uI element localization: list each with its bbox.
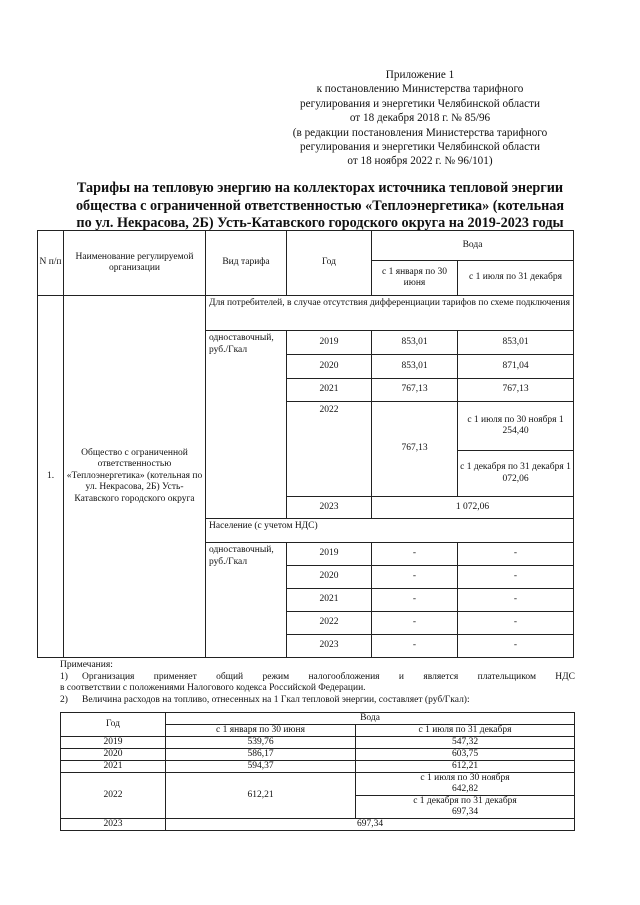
header-water: Вода	[372, 231, 574, 261]
year-cell: 2019	[61, 737, 166, 749]
header-half2: с 1 июля по 31 декабря	[458, 261, 574, 296]
title-line: по ул. Некрасова, 2Б) Усть-Катавского городского округа на 2019-2023 годы	[76, 215, 564, 232]
value-cell: -	[372, 635, 458, 658]
header-year: Год	[61, 713, 166, 737]
value-cell: 612,21	[166, 773, 356, 819]
value-cell: 594,37	[166, 761, 356, 773]
document-title	[50, 180, 590, 233]
fuel-cost-table	[60, 712, 575, 831]
row-number: 1.	[38, 296, 64, 658]
value-cell: -	[372, 612, 458, 635]
value-cell: 767,13	[372, 379, 458, 402]
note-number: 1)	[60, 671, 68, 682]
value-cell: с 1 декабря по 31 декабря 1 072,06	[458, 451, 574, 497]
header-half2: с 1 июля по 31 декабря	[356, 725, 575, 737]
tariff-type-cell: одноставочный, руб./Гкал	[206, 331, 287, 519]
period-value: 642,82	[451, 784, 479, 794]
value-cell: -	[372, 589, 458, 612]
value-cell: -	[458, 635, 574, 658]
year-cell: 2021	[287, 379, 372, 402]
value-cell: -	[458, 543, 574, 566]
year-cell: 2021	[287, 589, 372, 612]
year-cell: 2023	[287, 497, 372, 519]
value-cell: 871,04	[458, 355, 574, 379]
notes-title: Примечания:	[60, 660, 113, 670]
header-organization: Наименование регулируемой организации	[64, 231, 206, 296]
year-cell: 2020	[287, 355, 372, 379]
section-title-consumers: Для потребителей, в случае отсутствия дифференциации тарифов по схеме подключения	[206, 296, 574, 331]
year-cell: 2019	[287, 543, 372, 566]
value-cell: -	[372, 566, 458, 589]
note-text: в соответствии с положениями Налогового кодекса Российской Федерации.	[60, 683, 366, 694]
period-label: с 1 декабря по 31 декабря	[413, 796, 517, 806]
tariff-type-cell: одноставочный, руб./Гкал	[206, 543, 287, 658]
section-title-population: Население (с учетом НДС)	[206, 519, 574, 543]
value-cell	[356, 796, 575, 819]
value-cell: -	[372, 543, 458, 566]
value-cell: 612,21	[356, 761, 575, 773]
year-cell: 2023	[287, 635, 372, 658]
year-cell: 2022	[61, 773, 166, 819]
value-cell: 1 072,06	[372, 497, 574, 519]
header-year: Год	[287, 231, 372, 296]
note-text: Величина расходов на топливо, отнесенных на 1 Гкал тепловой энергии, составляет (руб/Гкал):	[82, 694, 470, 705]
value-cell: 767,13	[458, 379, 574, 402]
header-half1: с 1 января по 30 июня	[372, 261, 458, 296]
value-cell: 603,75	[356, 749, 575, 761]
appendix-line: от 18 декабря 2018 г. № 85/96	[349, 112, 491, 125]
appendix-line: (в редакции постановления Министерства тарифного	[292, 126, 548, 139]
header-tariff-type: Вид тарифа	[206, 231, 287, 296]
value-cell: 853,01	[458, 331, 574, 355]
value-cell: 853,01	[372, 331, 458, 355]
header-water: Вода	[166, 713, 575, 725]
title-line: Тарифы на тепловую энергию на коллекторах источника тепловой энергии	[76, 180, 564, 196]
appendix-line: от 18 ноября 2022 г. № 96/101)	[347, 155, 493, 168]
appendix-line: к постановлению Министерства тарифного	[316, 83, 524, 96]
header-number: N п/п	[38, 231, 64, 296]
year-cell: 2020	[287, 566, 372, 589]
year-cell: 2022	[287, 612, 372, 635]
organization-name: Общество с ограниченной ответственностью «Теплоэнергетика» (котельная по ул. Некрасова, 2Б) Усть-Катавского городского округа	[64, 296, 206, 658]
value-cell: -	[458, 566, 574, 589]
period-label: с 1 июля по 30 ноября	[420, 773, 510, 783]
appendix-line: регулирования и энергетики Челябинской области	[300, 97, 540, 110]
value-cell: 853,01	[372, 355, 458, 379]
header-half1: с 1 января по 30 июня	[166, 725, 356, 737]
note-2	[60, 695, 575, 707]
value-cell	[356, 773, 575, 796]
notes-block	[60, 660, 575, 706]
period-value: 697,34	[451, 807, 479, 817]
title-line: общества с ограниченной ответственностью «Теплоэнергетика» (котельная	[75, 197, 565, 214]
year-cell: 2023	[61, 819, 166, 831]
value-cell: 586,17	[166, 749, 356, 761]
appendix-header	[270, 68, 570, 169]
value-cell: 539,76	[166, 737, 356, 749]
year-cell: 2021	[61, 761, 166, 773]
value-cell: 547,32	[356, 737, 575, 749]
value-cell: 697,34	[166, 819, 575, 831]
value-cell: -	[458, 589, 574, 612]
value-cell: с 1 июля по 30 ноября 1 254,40	[458, 402, 574, 451]
year-cell: 2019	[287, 331, 372, 355]
appendix-line: Приложение 1	[385, 69, 455, 81]
appendix-line: регулирования и энергетики Челябинской области	[300, 141, 540, 154]
note-1	[60, 672, 575, 684]
note-number: 2)	[60, 694, 68, 705]
year-cell: 2020	[61, 749, 166, 761]
year-cell: 2022	[287, 402, 372, 497]
tariff-table	[37, 230, 574, 658]
value-cell: 767,13	[372, 402, 458, 497]
value-cell: -	[458, 612, 574, 635]
note-text: Организация применяет общий режим налогообложения и является плательщиком НДС	[82, 671, 575, 682]
